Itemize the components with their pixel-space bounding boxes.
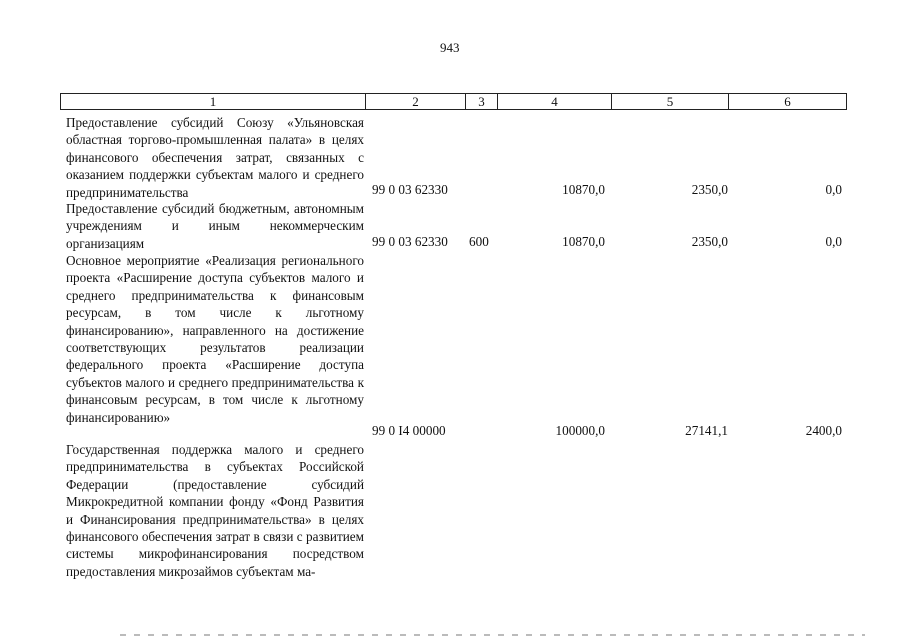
row-2-description: Предоставление субсидий бюджетным, автономным учреждениям и иным некоммерческим организациям [66,201,364,251]
row-2-code: 99 0 03 62330 [372,234,448,249]
row-2-type: 600 [469,234,489,249]
row-3-value-5: 27141,1 [685,423,728,438]
column-header-6: 6 [729,94,847,110]
column-header-4: 4 [498,94,612,110]
row-1-value-5: 2350,0 [691,182,728,197]
row-3-value-4: 100000,0 [555,423,605,438]
row-3-value-6: 2400,0 [805,423,842,438]
column-header-5: 5 [612,94,729,110]
column-header-1: 1 [61,94,366,110]
row-4-description: Государственная поддержка малого и среднего предпринимательства в субъектах Российской Федерации (предоставление субсидий Микрокредитной компании фонду «Фонд Развития и Финансирования предпринимательства» в целях финансового обеспечения затрат в связи с развитием системы микрофинансирования посредством предоставления микрозаймов субъектам ма- [66,442,364,579]
row-1-code: 99 0 03 62330 [372,182,448,197]
row-3-code: 99 0 I4 00000 [372,423,446,438]
row-1-description: Предоставление субсидий Союзу «Ульяновская областная торгово-промышленная палата» в целях финансового обеспечения затрат, связанных с оказанием поддержки субъектам малого и среднего предпринимательства [66,115,364,200]
row-2-value-6: 0,0 [825,234,842,249]
column-header-row [60,93,847,110]
column-header-3: 3 [466,94,498,110]
page-number: 943 [440,40,460,55]
row-2-value-5: 2350,0 [691,234,728,249]
row-1-value-4: 10870,0 [562,182,605,197]
row-3-description: Основное мероприятие «Реализация регионального проекта «Расширение доступа субъектов малого и среднего предпринимательства к финансовым ресурсам, в том числе к льготному финансированию», направленного на достижение соответствующих результатов реализации федерального проекта «Расширение доступа субъектов малого и среднего предпринимательства к финансовым ресурсам, в том числе к льготному финансированию» [66,253,364,425]
scan-artifact-line [120,634,865,636]
row-1-value-6: 0,0 [825,182,842,197]
column-header-2: 2 [366,94,466,110]
row-2-value-4: 10870,0 [562,234,605,249]
